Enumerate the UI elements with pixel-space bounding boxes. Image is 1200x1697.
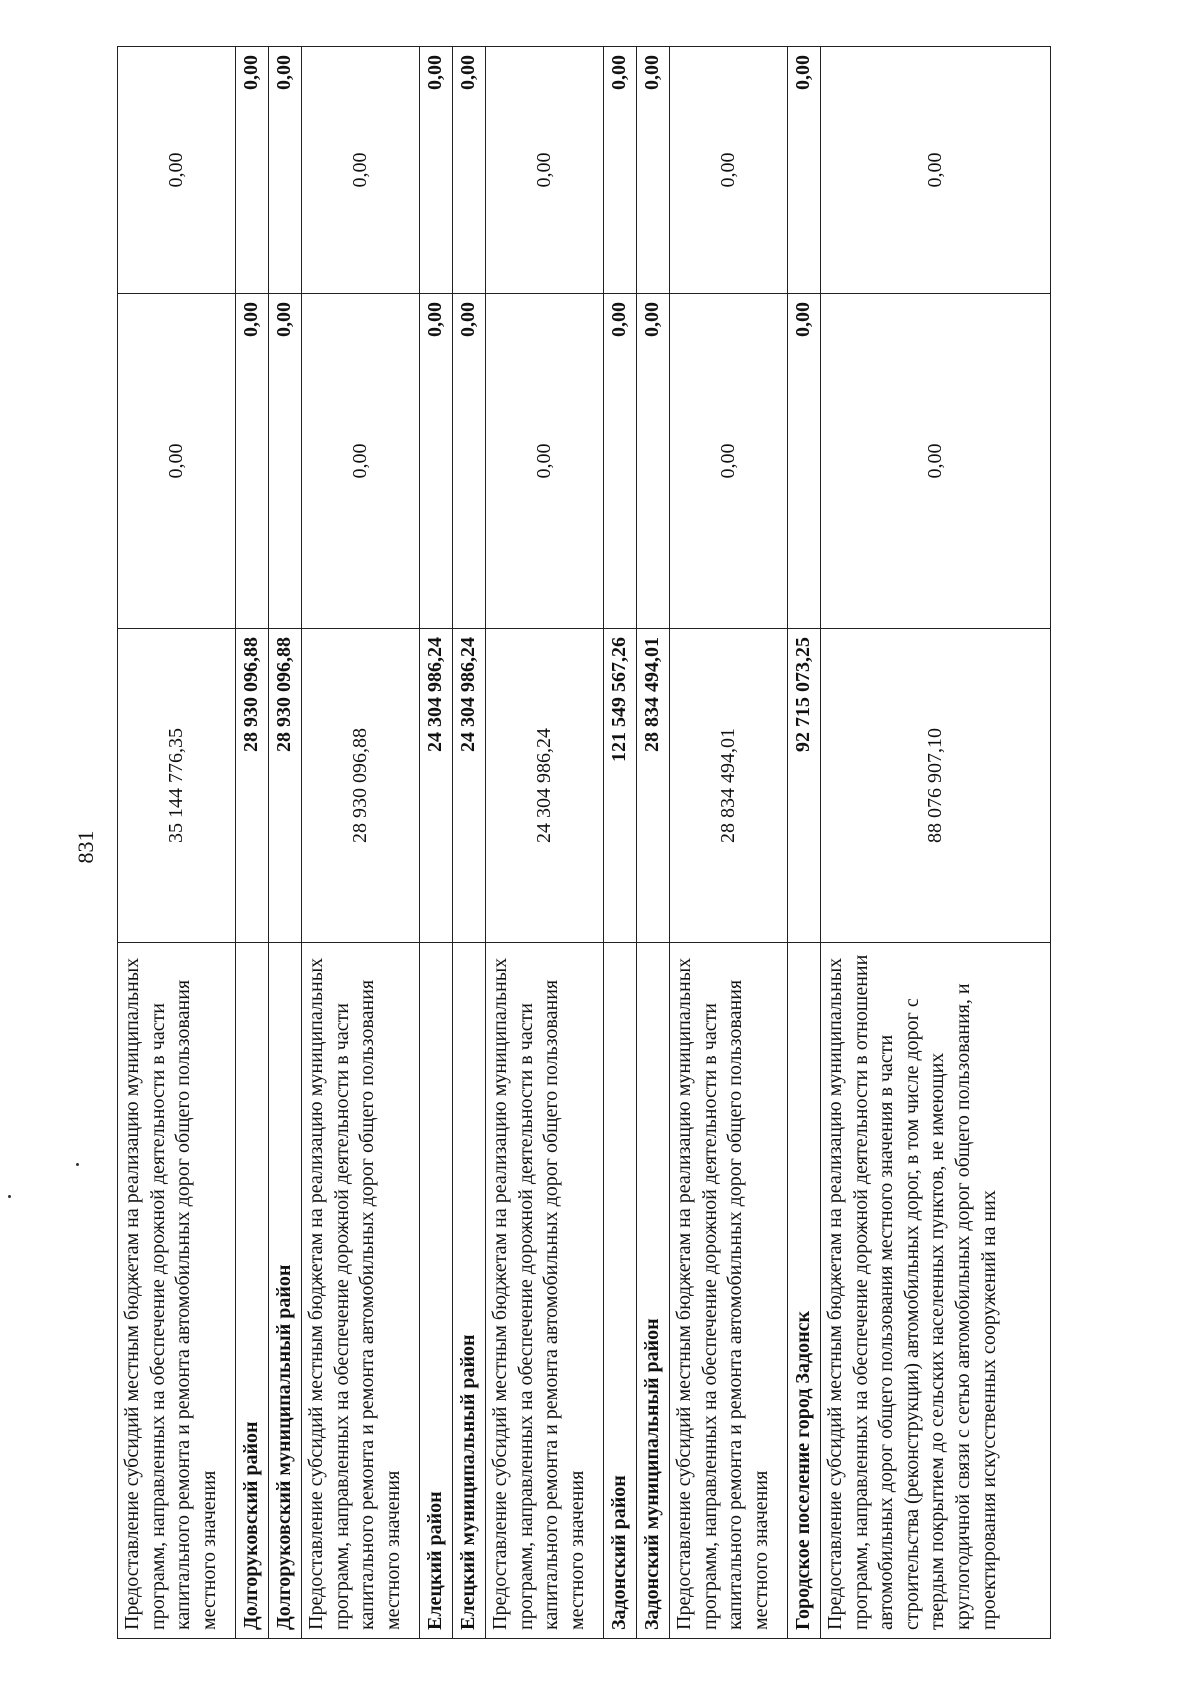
row-value-3: 0,00 [604, 47, 637, 294]
row-value-3: 0,00 [486, 47, 604, 294]
row-value-3: 0,00 [453, 47, 486, 294]
row-name: Городское поселение город Задонск [788, 943, 821, 1639]
row-name: Долгоруковский район [236, 943, 269, 1639]
table-row [269, 47, 302, 1639]
row-name: Задонский район [604, 943, 637, 1639]
row-value-1: 24 304 986,24 [453, 629, 486, 943]
row-value-3: 0,00 [269, 47, 302, 294]
row-value-1: 121 549 567,26 [604, 629, 637, 943]
table-row [604, 47, 637, 1639]
row-value-2: 0,00 [420, 294, 453, 629]
table-row [486, 47, 604, 1639]
row-name: Елецкий муниципальный район [453, 943, 486, 1639]
row-value-2: 0,00 [486, 294, 604, 629]
row-value-2: 0,00 [236, 294, 269, 629]
row-value-1: 24 304 986,24 [486, 629, 604, 943]
row-value-3: 0,00 [637, 47, 670, 294]
table-row [637, 47, 670, 1639]
table-row [118, 47, 236, 1639]
row-value-2: 0,00 [670, 294, 788, 629]
row-value-3: 0,00 [302, 47, 420, 294]
row-value-2: 0,00 [302, 294, 420, 629]
row-name: Предоставление субсидий местным бюджетам на реализацию муниципальных программ, направленных на обеспечение дорожной деятельности в части капитального ремонта и ремонта автомобильных дорог общего пользования местного значения [670, 943, 788, 1639]
row-value-1: 28 930 096,88 [269, 629, 302, 943]
row-name: Предоставление субсидий местным бюджетам на реализацию муниципальных программ, направленных на обеспечение дорожной деятельности в отношении автомобильных дорог общего пользования местного значения в части строительства (реконструкции) автомобильных дорог, в том числе дорог с твердым покрытием до сельских населенных пунктов, не имеющих круглогодичной связи с сетью автомобильных дорог общего пользования, и проектирования искусственных сооружений на них [821, 943, 1051, 1639]
row-value-2: 0,00 [118, 294, 236, 629]
row-value-1: 35 144 776,35 [118, 629, 236, 943]
row-name: Предоставление субсидий местным бюджетам на реализацию муниципальных программ, направленных на обеспечение дорожной деятельности в части капитального ремонта и ремонта автомобильных дорог общего пользования местного значения [486, 943, 604, 1639]
table-row [236, 47, 269, 1639]
row-value-3: 0,00 [788, 47, 821, 294]
row-value-1: 28 930 096,88 [236, 629, 269, 943]
scan-speck [8, 1195, 11, 1198]
table-row [821, 47, 1051, 1639]
rotated-table-container [117, 47, 1047, 1639]
row-value-2: 0,00 [788, 294, 821, 629]
row-value-2: 0,00 [821, 294, 1051, 629]
row-value-3: 0,00 [670, 47, 788, 294]
row-value-1: 28 834 494,01 [670, 629, 788, 943]
row-value-1: 24 304 986,24 [420, 629, 453, 943]
row-value-3: 0,00 [821, 47, 1051, 294]
table-row [420, 47, 453, 1639]
row-value-1: 28 930 096,88 [302, 629, 420, 943]
row-name: Предоставление субсидий местным бюджетам на реализацию муниципальных программ, направленных на обеспечение дорожной деятельности в части капитального ремонта и ремонта автомобильных дорог общего пользования местного значения [302, 943, 420, 1639]
page-number: 831 [73, 830, 98, 864]
table-row [788, 47, 821, 1639]
row-value-1: 88 076 907,10 [821, 629, 1051, 943]
row-value-3: 0,00 [236, 47, 269, 294]
table-row [453, 47, 486, 1639]
row-value-3: 0,00 [118, 47, 236, 294]
row-value-3: 0,00 [420, 47, 453, 294]
row-value-1: 92 715 073,25 [788, 629, 821, 943]
subsidy-table [117, 46, 1051, 1639]
table-row [670, 47, 788, 1639]
row-name: Елецкий район [420, 943, 453, 1639]
row-value-2: 0,00 [637, 294, 670, 629]
row-value-2: 0,00 [269, 294, 302, 629]
row-name: Задонский муниципальный район [637, 943, 670, 1639]
table-row [302, 47, 420, 1639]
scan-speck [76, 1163, 79, 1166]
row-value-2: 0,00 [453, 294, 486, 629]
row-name: Долгоруковский муниципальный район [269, 943, 302, 1639]
row-value-2: 0,00 [604, 294, 637, 629]
row-name: Предоставление субсидий местным бюджетам на реализацию муниципальных программ, направленных на обеспечение дорожной деятельности в части капитального ремонта и ремонта автомобильных дорог общего пользования местного значения [118, 943, 236, 1639]
row-value-1: 28 834 494,01 [637, 629, 670, 943]
